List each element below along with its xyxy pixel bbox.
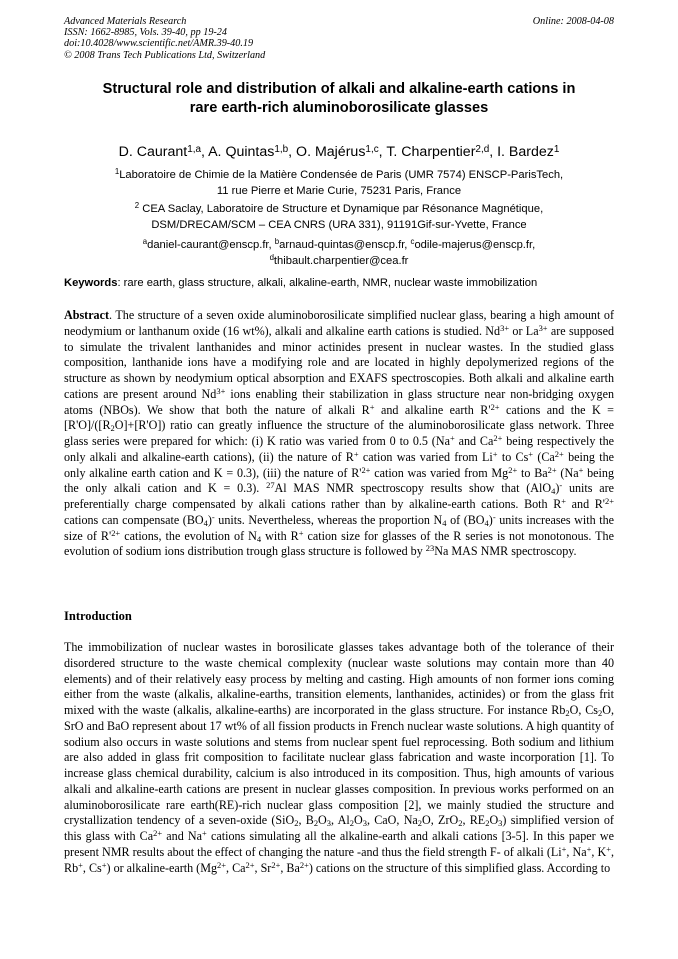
paper-title	[64, 80, 614, 118]
keywords-text: : rare earth, glass structure, alkali, alkaline-earth, NMR, nuclear waste immobilization	[117, 277, 538, 289]
title-line-2: rare earth-rich aluminoborosilicate glasses	[189, 100, 489, 116]
doi-line: doi:10.4028/www.scientific.net/AMR.39-40.19	[64, 38, 254, 50]
journal-header	[64, 16, 265, 61]
author: A. Quintas$^{1,b}$,	[208, 143, 297, 160]
keywords	[64, 276, 614, 291]
author-emails	[64, 238, 614, 269]
abstract-text: . The structure of a seven oxide aluminoborosilicate simplified nuclear glass, bearing a high amount of neodymium or lanthanum oxide (16 wt%), alkali and alkaline earth cations is studied. $Nd^{3+}$ or $La^{3+}$ are supposed to simulate the trivalent lanthanides and minor actinides present in nuclear wastes. In the studied glass composition, lanthanide ions have a modifying role and are located in highly depolymerized regions of the structure as shown by neodymium optical absorption and EXAFS spectroscopies. Both alkali and alkaline earth cations are present around $Nd^{3+}$ ions enabling their stabilization in glass structure near non-bridging oxygen atoms (NBOs). We show that both the nature of alkali R+ and alkaline earth $R'^{2+}$ cations and the $K = [R'O]/([R_2O]+[R'O])$ ratio can greatly influence the structure of the aluminoborosilicate glass network. Three glass series were prepared for which: (i) K ratio was varied from 0 to 0.5 (Na+ and $Ca^{2+}$ being respectively the only alkali and alkaline-earth cations), (ii) the nature of R+ cation was varied from Li+ to Cs+ ($Ca^{2+}$ being the only alkaline earth cation and K = 0.3), (iii) the nature of $R'^{2+}$ cation was varied from $Mg^{2+}$ to $Ba^{2+}$ (Na+ being the only alkali cation and K = 0.3). $^{27}$Al MAS NMR spectroscopy results show that (AlO$_4$)- units are preferentially charge compensated by alkali cations rather than by alkaline-earth cations. Both R+ and $R'^{2+}$ cations can compensate $(BO_4)^-$ units. Nevertheless, whereas the proportion $N_4$ of $(BO_4)^-$ units increases with the size of $R'^{2+}$ cations, the evolution of $N_4$ with R+ cation size for glasses of the R series is not monotonous. The evolution of sodium ions distribution trough glass structure is followed by $^{23}$Na MAS NMR spectroscopy.	[64, 308, 615, 559]
introduction-heading: Introduction	[64, 609, 132, 623]
title-line-1: Structural role and distribution of alkali and alkaline-earth cations in	[102, 81, 576, 97]
affiliation-2: $^2$ CEA Saclay, Laboratoire de Structure et Dynamique par Résonance Magnétique, DSM/DRECAM/SCM – CEA CNRS (URA 331), 91191Gif-sur-Yvette, France	[134, 201, 544, 231]
affiliation-1: $^1$Laboratoire de Chimie de la Matière Condensée de Paris (UMR 7574) ENSCP-ParisTech, 11 rue Pierre et Marie Curie, 75231 Paris, France	[114, 167, 564, 197]
introduction-paragraph: The immobilization of nuclear wastes in borosilicate glasses takes advantage both of the tolerance of their disordered structure to the waste chemical complexity (nuclear waste solutions may contain more than 40 elements) and of their relatively easy process by melting and casting. High amounts of non former ions coming either from the waste (alkalis, alkaline-earths, transition elements, lanthanides, actinides) or from the glass frit mixed with the waste (alkalis, alkaline-earths) are incorporated in the glass structure. For instance $Rb_2O$, $Cs_2O$, SrO and BaO represent about 17 wt% of all fission products in French nuclear waste solutions. A high quantity of sodium also occurs in waste solutions and stems from nuclear spent fuel reprocessing. Both sodium and lithium are also added in glass frit composition to facilitate nuclear glass fabrication and waste incorporation [1]. To increase glass chemical durability, calcium is also introduced in its composition. Thus, high amounts of various alkali and alkaline-earth cations are present in nuclear glasses composition. In previous works performed on an aluminoborosilicate rare earth(RE)-rich nuclear glass composition [2], we mainly studied the structure and crystallization tendency of a seven-oxide (SiO$_2$, $B_2O_3$, $Al_2O_3$, CaO, $Na_2O$, ZrO$_2$, $RE_2O_3$) simplified version of this glass with $Ca^{2+}$ and Na+ cations simulating all the alkaline-earth and alkali cations [3-5]. In this paper we present NMR results about the effect of changing the nature -and thus the field strength F- of alkali (Li+, Na+, K+, Rb+, Cs+) or alkaline-earth ($Mg^{2+}$, $Ca^{2+}$, $Sr^{2+}$, $Ba^{2+}$) cations on the structure of this simplified glass. According to	[64, 640, 615, 875]
author: O. Majérus$^{1,c}$,	[296, 143, 387, 160]
journal-name: Advanced Materials Research	[64, 16, 187, 27]
author: I. Bardez$^1$	[497, 143, 560, 160]
email-link[interactable]: $^a$daniel-caurant@enscp.fr,	[142, 237, 275, 251]
keywords-label: Keywords	[64, 277, 118, 289]
email-link[interactable]: $^b$arnaud-quintas@enscp.fr,	[274, 237, 411, 251]
author: D. Caurant$^{1,a}$,	[118, 143, 209, 160]
issn-line: ISSN: 1662-8985, Vols. 39-40, pp 19-24	[64, 27, 227, 39]
author-list	[64, 143, 614, 161]
copyright-line: © 2008 Trans Tech Publications Ltd, Switzerland	[64, 49, 266, 61]
abstract-label: Abstract	[64, 308, 110, 322]
online-date: Online: 2008-04-08	[532, 16, 614, 27]
email-link[interactable]: $^c$odile-majerus@enscp.fr,	[410, 237, 536, 251]
email-link[interactable]: $^d$thibault.charpentier@cea.fr	[269, 252, 409, 267]
author: T. Charpentier$^{2,d}$,	[386, 143, 498, 160]
abstract-paragraph	[64, 308, 614, 560]
